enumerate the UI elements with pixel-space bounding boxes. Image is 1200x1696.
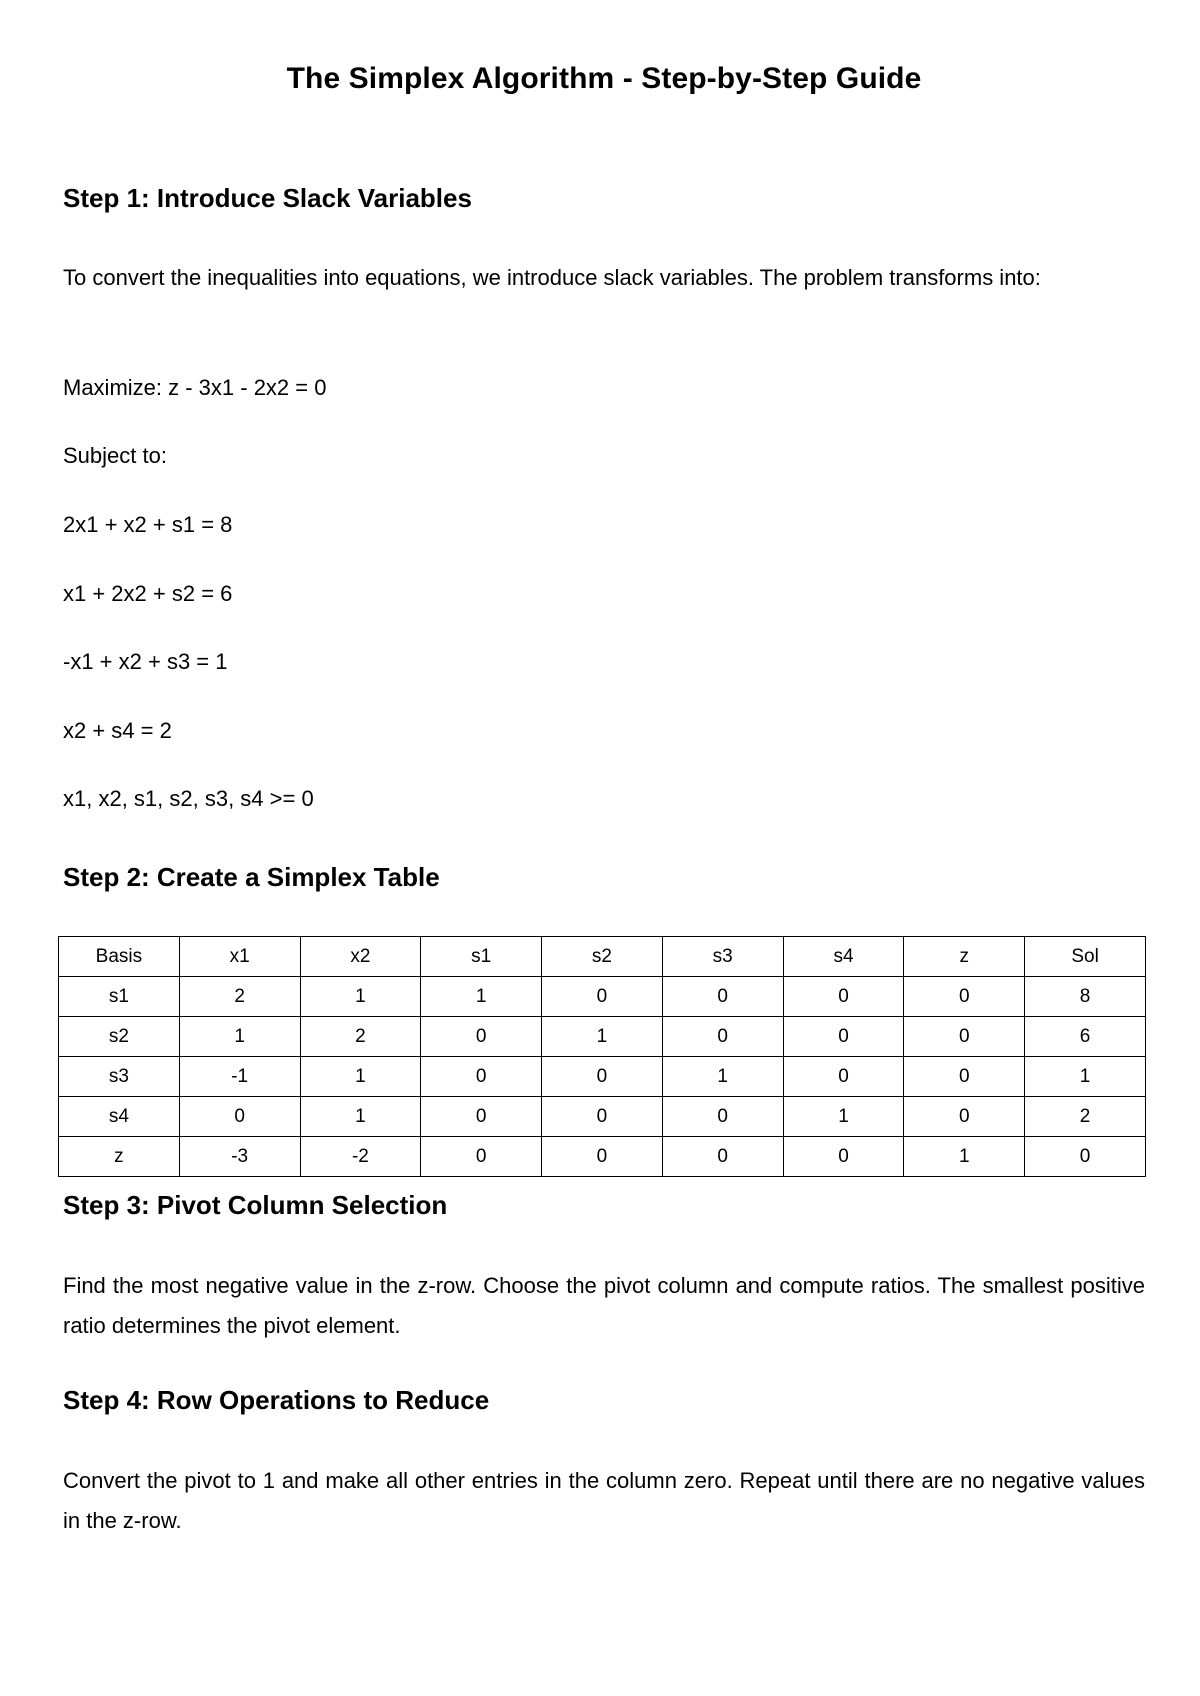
table-cell: 0: [421, 1017, 542, 1057]
constraint-3: -x1 + x2 + s3 = 1: [63, 649, 228, 674]
table-cell: 0: [662, 1137, 783, 1177]
table-cell: -1: [179, 1057, 300, 1097]
table-row: [59, 1137, 1146, 1177]
table-cell: s4: [59, 1097, 180, 1137]
table-cell: 0: [662, 977, 783, 1017]
table-cell: 1: [421, 977, 542, 1017]
step4-text: Convert the pivot to 1 and make all other entries in the column zero. Repeat until there are no negative values in the z-row.: [63, 1468, 1145, 1533]
table-cell: 1: [783, 1097, 904, 1137]
column-header: z: [904, 937, 1025, 977]
table-row: [59, 1057, 1146, 1097]
table-cell: 1: [542, 1017, 663, 1057]
table-header-row: [59, 937, 1146, 977]
column-header: Basis: [59, 937, 180, 977]
constraint-2: x1 + 2x2 + s2 = 6: [63, 581, 233, 606]
non-negativity-constraint: x1, x2, s1, s2, s3, s4 >= 0: [63, 786, 314, 811]
table-cell: 2: [1025, 1097, 1146, 1137]
table-cell: 0: [421, 1097, 542, 1137]
step3-text: Find the most negative value in the z-row. Choose the pivot column and compute ratios. The smallest positive ratio determines the pivot element.: [63, 1273, 1145, 1338]
table-cell: 0: [904, 977, 1025, 1017]
table-cell: s3: [59, 1057, 180, 1097]
table-cell: 2: [179, 977, 300, 1017]
table-cell: 0: [904, 1097, 1025, 1137]
table-cell: 1: [300, 1057, 421, 1097]
simplex-table: [58, 936, 1146, 1177]
column-header: Sol: [1025, 937, 1146, 977]
step1-heading: Step 1: Introduce Slack Variables: [63, 183, 472, 213]
table-cell: 0: [662, 1097, 783, 1137]
table-cell: 8: [1025, 977, 1146, 1017]
table-cell: 0: [421, 1137, 542, 1177]
table-cell: 0: [904, 1057, 1025, 1097]
table-row: [59, 977, 1146, 1017]
subject-to-label: Subject to:: [63, 443, 167, 468]
table-cell: -3: [179, 1137, 300, 1177]
column-header: s2: [542, 937, 663, 977]
column-header: x2: [300, 937, 421, 977]
table-cell: 1: [300, 1097, 421, 1137]
table-cell: 0: [904, 1017, 1025, 1057]
column-header: s3: [662, 937, 783, 977]
constraint-1: 2x1 + x2 + s1 = 8: [63, 512, 233, 537]
table-cell: 0: [542, 977, 663, 1017]
column-header: s4: [783, 937, 904, 977]
table-cell: 0: [783, 1017, 904, 1057]
table-cell: 0: [783, 1057, 904, 1097]
table-cell: 0: [783, 977, 904, 1017]
table-cell: 0: [421, 1057, 542, 1097]
step4-heading: Step 4: Row Operations to Reduce: [63, 1385, 490, 1415]
table-cell: 0: [542, 1057, 663, 1097]
table-row: [59, 1017, 1146, 1057]
table-cell: 0: [662, 1017, 783, 1057]
table-cell: z: [59, 1137, 180, 1177]
table-cell: 0: [542, 1097, 663, 1137]
table-cell: 0: [1025, 1137, 1146, 1177]
table-cell: 0: [542, 1137, 663, 1177]
column-header: s1: [421, 937, 542, 977]
table-cell: 1: [300, 977, 421, 1017]
table-cell: -2: [300, 1137, 421, 1177]
table-cell: 1: [904, 1137, 1025, 1177]
step2-heading: Step 2: Create a Simplex Table: [63, 862, 440, 892]
step1-intro: To convert the inequalities into equations, we introduce slack variables. The problem transforms into:: [63, 265, 1041, 290]
step3-heading: Step 3: Pivot Column Selection: [63, 1190, 448, 1220]
column-header: x1: [179, 937, 300, 977]
table-cell: 1: [662, 1057, 783, 1097]
table-row: [59, 1097, 1146, 1137]
table-cell: s1: [59, 977, 180, 1017]
document-title: The Simplex Algorithm - Step-by-Step Guide: [286, 62, 922, 95]
table-cell: 0: [783, 1137, 904, 1177]
table-cell: 0: [179, 1097, 300, 1137]
table-cell: 1: [1025, 1057, 1146, 1097]
table-cell: 2: [300, 1017, 421, 1057]
table-cell: 6: [1025, 1017, 1146, 1057]
table-cell: s2: [59, 1017, 180, 1057]
constraint-4: x2 + s4 = 2: [63, 718, 172, 743]
objective-function: Maximize: z - 3x1 - 2x2 = 0: [63, 375, 327, 400]
table-cell: 1: [179, 1017, 300, 1057]
